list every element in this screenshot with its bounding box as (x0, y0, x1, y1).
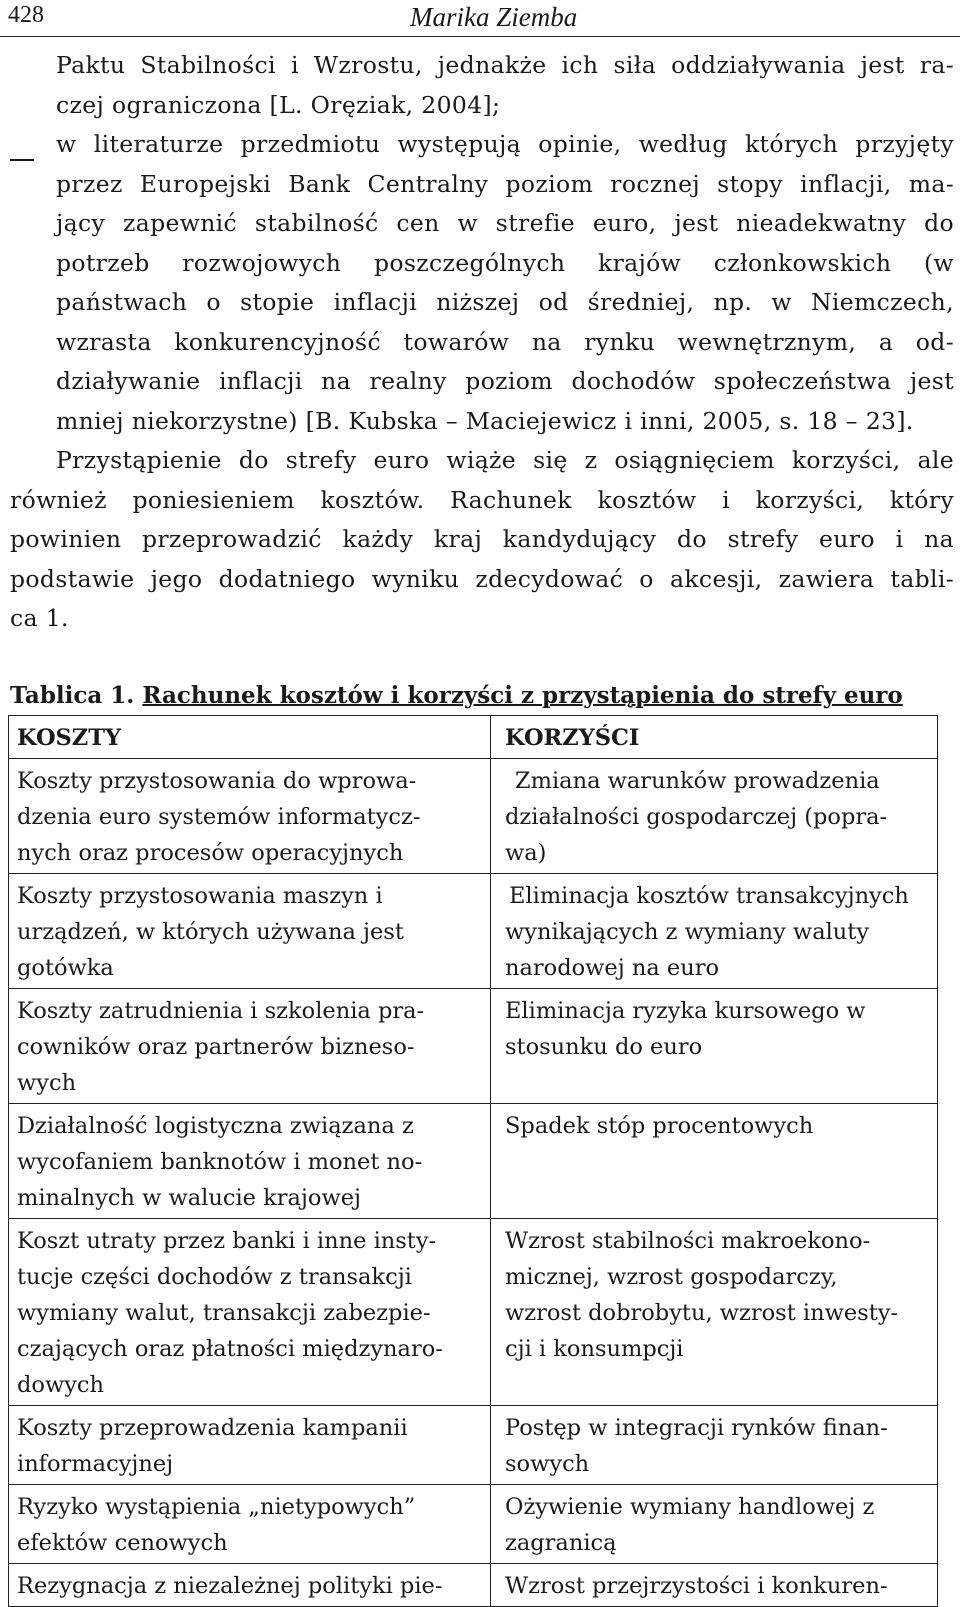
cell-line: stosunku do euro (505, 1034, 703, 1060)
cell-line: efektów cenowych (17, 1530, 228, 1556)
cell-line: urządzeń, w których używana jest (17, 919, 404, 945)
cell-line: Rezygnacja z niezależnej polityki pie- (17, 1573, 443, 1599)
running-header (0, 0, 960, 37)
table-row (9, 759, 938, 874)
benefit-cell (491, 1406, 938, 1485)
text-line: Paktu Stabilności i Wzrostu, jednakże ich siła oddziaływania jest ra- (56, 51, 954, 79)
benefit-cell (491, 989, 938, 1104)
cost-cell (9, 759, 491, 874)
cell-line: narodowej na euro (505, 955, 720, 981)
text-line: wzrasta konkurencyjność towarów na rynku wewnętrznym, a od- (56, 327, 954, 356)
text-line: działywanie inflacji na realny poziom dochodów społeczeństwa jest (56, 367, 954, 395)
text-line: państwach o stopie inflacji niższej od średniej, np. w Niemczech, (56, 288, 954, 316)
cell-line: wymiany walut, transakcji zabezpie- (17, 1300, 431, 1326)
table-row (9, 874, 938, 989)
cell-line: Spadek stóp procentowych (505, 1113, 814, 1139)
table-header-row (9, 716, 938, 759)
cell-line: wycofaniem banknotów i monet no- (17, 1149, 423, 1175)
cell-line: Działalność logistyczna związana z (17, 1113, 414, 1139)
cell-line: wa) (505, 840, 547, 866)
cost-cell (9, 1104, 491, 1219)
cost-cell (9, 1406, 491, 1485)
text-line: ca 1. (10, 604, 69, 632)
text-line: Przystąpienie do strefy euro wiąże się z osiągnięciem korzyści, ale (56, 446, 954, 474)
cost-cell (9, 1485, 491, 1564)
text-line: podstawie jego dodatniego wyniku zdecydować o akcesji, zawiera tabli- (10, 564, 954, 593)
cell-line: Postęp w integracji rynków finan- (505, 1415, 888, 1441)
table-row (9, 1104, 938, 1219)
cell-line: wych (17, 1070, 77, 1096)
cell-line: minalnych w walucie krajowej (17, 1185, 361, 1211)
table-row (9, 989, 938, 1104)
text-line: czej ograniczona [L. Oręziak, 2004]; (56, 90, 501, 119)
cost-cell (9, 989, 491, 1104)
page-number: 428 (8, 2, 44, 28)
header-costs: KOSZTY (9, 716, 491, 759)
cell-line: cji i konsumpcji (505, 1336, 684, 1362)
cell-line: wynikających z wymiany waluty (505, 919, 870, 945)
cell-line: nych oraz procesów operacyjnych (17, 840, 404, 866)
text-line: mniej niekorzystne) [B. Kubska – Maciejewicz i inni, 2005, s. 18 – 23]. (56, 406, 914, 435)
cost-benefit-table (8, 715, 938, 1607)
table-row (9, 1219, 938, 1406)
cell-line: Koszt utraty przez banki i inne insty- (17, 1228, 437, 1254)
cost-cell (9, 874, 491, 989)
text-line: jący zapewnić stabilność cen w strefie euro, jest nieadekwatny do (56, 209, 954, 237)
header-benefits: KORZYŚCI (491, 716, 938, 759)
cell-line: zagranicą (505, 1530, 617, 1556)
cell-line: Koszty przystosowania do wprowa- (17, 768, 417, 794)
cell-line: tucje części dochodów z transakcji (17, 1264, 412, 1290)
cell-line: czających oraz płatności międzynaro- (17, 1336, 443, 1362)
benefit-cell (491, 1219, 938, 1406)
cell-line: Koszty przeprowadzenia kampanii (17, 1415, 408, 1441)
cost-cell (9, 1564, 491, 1607)
table-caption-label: Tablica 1. (10, 682, 135, 709)
cell-line: dowych (17, 1372, 105, 1398)
cell-line: Ożywienie wymiany handlowej z (505, 1494, 875, 1520)
text-line: w literaturze przedmiotu występują opinie, według których przyjęty (56, 130, 954, 158)
cell-line: dzenia euro systemów informatycz- (17, 804, 421, 830)
cell-line: cowników oraz partnerów bizneso- (17, 1034, 415, 1060)
cell-line: sowych (505, 1451, 590, 1477)
table-caption (10, 682, 903, 709)
cell-line: Eliminacja ryzyka kursowego w (505, 998, 866, 1024)
cell-line: Zmiana warunków prowadzenia (515, 768, 880, 794)
body-text-block-1 (10, 46, 954, 639)
cell-line: gotówka (17, 955, 114, 981)
benefit-cell (491, 1104, 938, 1219)
cell-line: informacyjnej (17, 1451, 174, 1477)
benefit-cell (491, 1564, 938, 1607)
table-caption-text: Rachunek kosztów i korzyści z przystąpienia do strefy euro (142, 682, 903, 709)
cell-line: działalności gospodarczej (popra- (505, 804, 888, 830)
cell-line: Ryzyko wystąpienia „nietypowych” (17, 1494, 416, 1520)
cell-line: Koszty zatrudnienia i szkolenia pra- (17, 998, 425, 1024)
cell-line: Wzrost stabilności makroekono- (505, 1228, 871, 1254)
text-line: przez Europejski Bank Centralny poziom rocznej stopy inflacji, ma- (56, 169, 954, 198)
table-row (9, 1406, 938, 1485)
benefit-cell (491, 1485, 938, 1564)
benefit-cell (491, 874, 938, 989)
cell-line: wzrost dobrobytu, wzrost inwesty- (505, 1300, 899, 1326)
cell-line: Koszty przystosowania maszyn i (17, 883, 383, 909)
text-line: powinien przeprowadzić każdy kraj kandydujący do strefy euro i na (10, 525, 954, 553)
table-row (9, 1485, 938, 1564)
table-row (9, 1564, 938, 1607)
cost-cell (9, 1219, 491, 1406)
text-line: również poniesieniem kosztów. Rachunek kosztów i korzyści, który (10, 485, 954, 514)
benefit-cell (491, 759, 938, 874)
text-line: potrzeb rozwojowych poszczególnych krajów członkowskich (w (56, 248, 954, 277)
cell-line: micznej, wzrost gospodarczy, (505, 1264, 838, 1290)
cell-line: Wzrost przejrzystości i konkuren- (505, 1573, 888, 1599)
cell-line: Eliminacja kosztów transakcyjnych (509, 883, 909, 909)
running-author: Marika Ziemba (410, 2, 578, 32)
